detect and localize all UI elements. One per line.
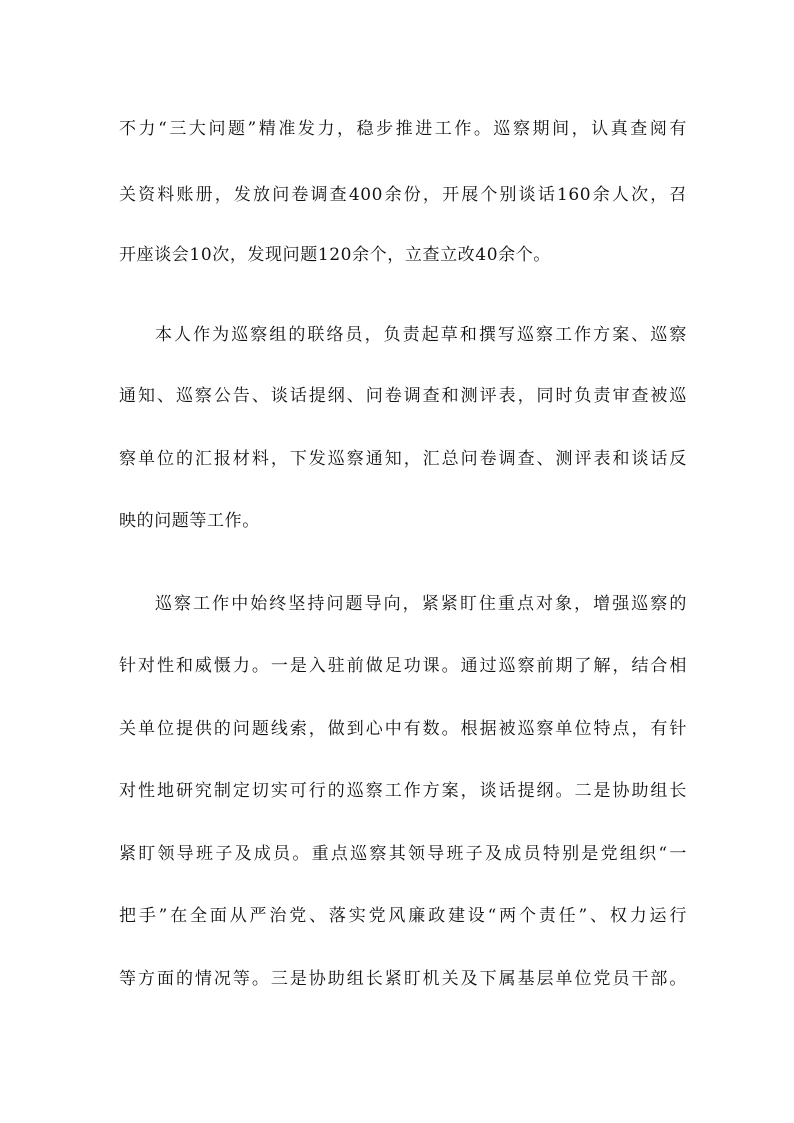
paragraph-1-line-2: 关资料账册，发放问卷调查400余份，开展个别谈话160余人次，召 (119, 185, 687, 205)
paragraph-3-line-3: 关单位提供的问题线索，做到心中有数。根据被巡察单位特点，有针 (119, 719, 687, 739)
paragraph-3-line-6: 把手”在全面从严治党、落实党风廉政建设“两个责任”、权力运行 (119, 906, 687, 926)
paragraph-3-line-5: 紧盯领导班子及成员。重点巡察其领导班子及成员特别是党组织“一 (119, 844, 687, 864)
paragraph-2-line-3: 察单位的汇报材料，下发巡察通知，汇总问卷调查、测评表和谈话反 (119, 449, 687, 469)
paragraph-3-line-1: 巡察工作中始终坚持问题导向，紧紧盯住重点对象，增强巡察的 (155, 594, 687, 614)
paragraph-1-line-1: 不力“三大问题”精准发力，稳步推进工作。巡察期间，认真查阅有 (119, 119, 687, 139)
paragraph-3-line-7: 等方面的情况等。三是协助组长紧盯机关及下属基层单位党员干部。 (119, 969, 687, 989)
paragraph-3-line-2: 针对性和威慑力。一是入驻前做足功课。通过巡察前期了解，结合相 (119, 656, 687, 676)
paragraph-2-line-1: 本人作为巡察组的联络员，负责起草和撰写巡察工作方案、巡察 (155, 325, 687, 345)
paragraph-2-line-4: 映的问题等工作。 (119, 511, 260, 531)
paragraph-1-line-3: 开座谈会10次，发现问题120余个，立查立改40余个。 (119, 245, 551, 265)
paragraph-3-line-4: 对性地研究制定切实可行的巡察工作方案，谈话提纲。二是协助组长 (119, 781, 687, 801)
paragraph-2-line-2: 通知、巡察公告、谈话提纲、问卷调查和测评表，同时负责审查被巡 (119, 386, 687, 406)
